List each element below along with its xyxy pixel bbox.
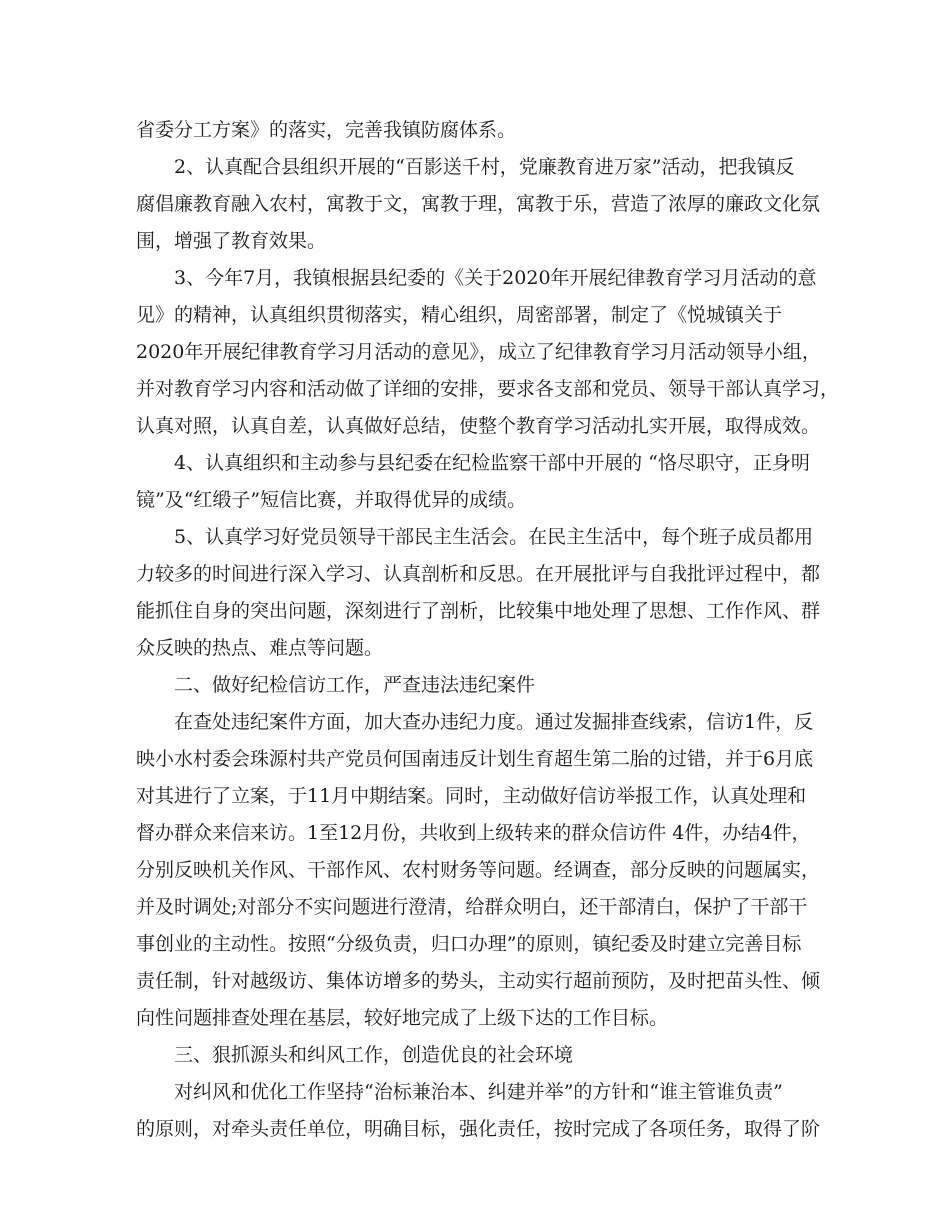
text-line: 分别反映机关作风、干部作风、农村财务等问题。经调查，部分反映的问题属实， (136, 859, 821, 881)
text-line: 镜”及“红缎子”短信比赛，并取得优异的成绩。 (136, 489, 527, 511)
text-line: 事创业的主动性。按照“分级负责，归口办理”的原则，镇纪委及时建立完善目标 (136, 933, 802, 955)
text-line: 能抓住自身的突出问题，深刻进行了剖析，比较集中地处理了思想、工作作风、群 (136, 600, 821, 622)
text-line: 的原则，对牵头责任单位，明确目标，强化责任，按时完成了各项任务，取得了阶 (136, 1118, 821, 1140)
text-line: 2、认真配合县组织开展的“百影送千村，党廉教育进万家”活动，把我镇反 (174, 156, 795, 178)
text-line: 在查处违纪案件方面，加大查办违纪力度。通过发掘排查线索，信访1件，反 (174, 711, 814, 733)
section-heading: 二、做好纪检信访工作，严查违法违纪案件 (174, 674, 536, 696)
text-line: 映小水村委会珠源村共产党员何国南违反计划生育超生第二胎的过错，并于6月底 (136, 748, 814, 770)
text-line: 众反映的热点、难点等问题。 (136, 637, 384, 659)
text-line: 并对教育学习内容和活动做了详细的安排，要求各支部和党员、领导干部认真学习， (136, 378, 840, 400)
text-line: 认真对照，认真自差，认真做好总结，使整个教育学习活动扎实开展，取得成效。 (136, 415, 821, 437)
section-heading: 三、狠抓源头和纠风工作，创造优良的社会环境 (174, 1044, 574, 1066)
text-line: 省委分工方案》的落实，完善我镇防腐体系。 (136, 119, 517, 141)
text-line: 力较多的时间进行深入学习、认真剖析和反思。在开展批评与自我批评过程中，都 (136, 563, 821, 585)
text-line: 责任制，针对越级访、集体访增多的势头，主动实行超前预防，及时把苗头性、倾 (136, 970, 821, 992)
text-line: 3、今年7月，我镇根据县纪委的《关于2020年开展纪律教育学习月活动的意 (174, 267, 817, 289)
text-line: 对纠风和优化工作坚持“治标兼治本、纠建并举”的方针和“谁主管谁负责” (174, 1081, 783, 1103)
text-line: 5、认真学习好党员领导干部民主生活会。在民主生活中，每个班子成员都用 (174, 526, 814, 548)
text-line: 4、认真组织和主动参与县纪委在纪检监察干部中开展的 “恪尽职守，正身明 (174, 452, 810, 474)
text-line: 见》的精神，认真组织贯彻落实，精心组织，周密部署，制定了《悦城镇关于 (136, 304, 783, 326)
text-line: 2020年开展纪律教育学习月活动的意见》，成立了纪律教育学习月活动领导小组， (136, 341, 821, 363)
text-line: 督办群众来信来访。1至12月份，共收到上级转来的群众信访件 4件，办结4件， (136, 822, 811, 844)
text-line: 围，增强了教育效果。 (136, 230, 327, 252)
text-line: 并及时调处;对部分不实问题进行澄清，给群众明白，还干部清白，保护了干部干 (136, 896, 808, 918)
text-line: 腐倡廉教育融入农村，寓教于文，寓教于理，寓教于乐，营造了浓厚的廉政文化氛 (136, 193, 821, 215)
text-line: 对其进行了立案，于11月中期结案。同时，主动做好信访举报工作，认真处理和 (136, 785, 807, 807)
text-line: 向性问题排查处理在基层，较好地完成了上级下达的工作目标。 (136, 1007, 669, 1029)
